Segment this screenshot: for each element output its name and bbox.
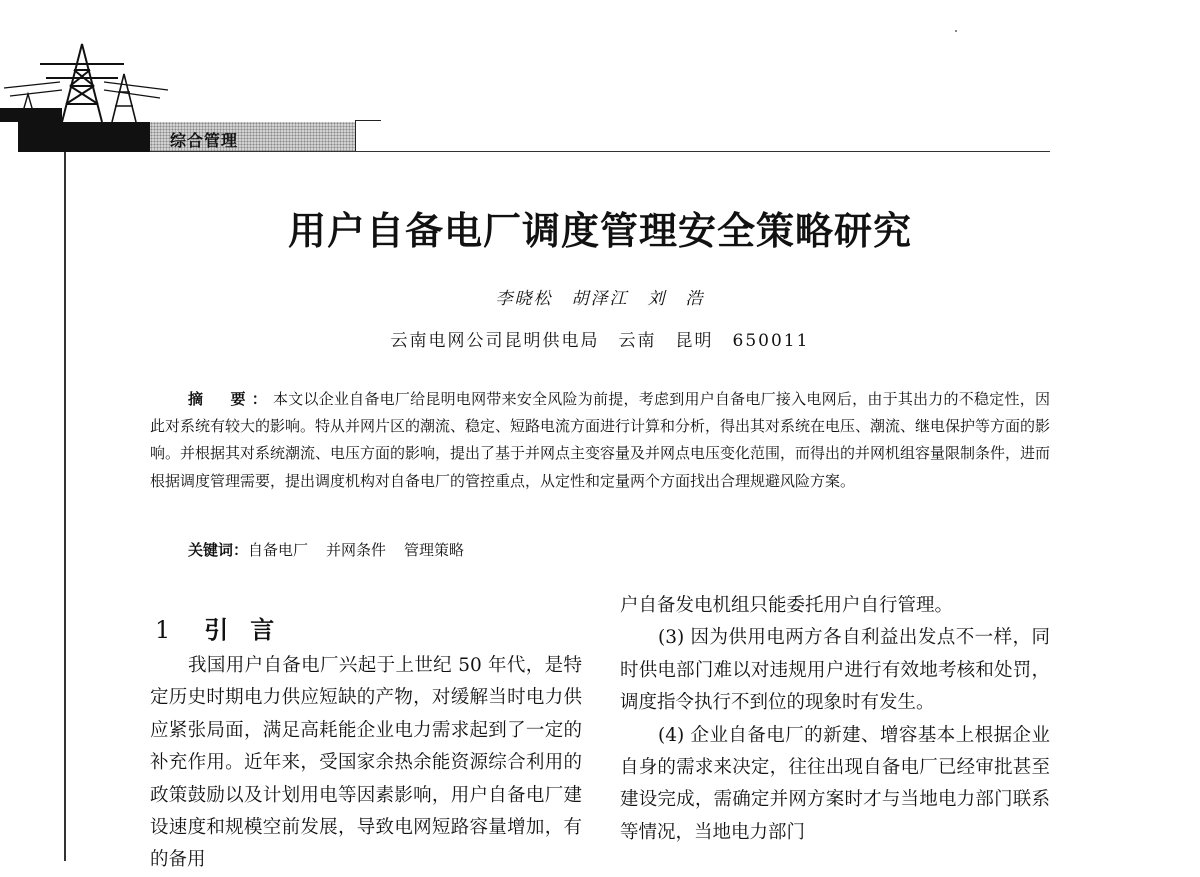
scan-speck: [955, 30, 957, 32]
article-affiliation: 云南电网公司昆明供电局 云南 昆明 650011: [390, 331, 810, 351]
keywords: [188, 539, 482, 560]
section-tag: [150, 122, 355, 152]
section-tag-label: 综合管理: [170, 131, 239, 150]
keywords-label: 关键词：: [188, 541, 249, 559]
abstract-label: 摘 要：: [188, 390, 273, 408]
header-black-bar: [18, 122, 150, 152]
abstract: [150, 386, 1050, 495]
left-margin-line: [64, 152, 66, 861]
section-heading: [155, 610, 296, 645]
paragraph: 我国用户自备电厂兴起于上世纪 50 年代，是特定历史时期电力供应短缺的产物，对缓解当时电力供应紧张局面，满足高耗能企业电力需求起到了一定的补充作用。近年来，受国家余热余能资源综合利用的政策鼓励以及计划用电等因素影响，用户自备电厂建设速度和规模空前发展，导致电网短路容量增加，有的备用: [150, 655, 582, 871]
section-title: 引言: [204, 616, 297, 644]
left-column: [150, 650, 582, 877]
paragraph: 户自备发电机组只能委托用户自行管理。: [620, 595, 954, 616]
keyword: 管理策略: [404, 541, 465, 559]
paragraph: (3) 因为供用电两方各自利益出发点不一样，同时供电部门难以对违规用户进行有效地考核和处罚，调度指令执行不到位的现象时有发生。: [620, 627, 1050, 714]
section-number: 1: [155, 616, 171, 644]
power-tower-logo: [0, 40, 170, 122]
keyword: 并网条件: [326, 541, 387, 559]
right-column: [620, 590, 1050, 849]
header-rule: [355, 151, 1050, 152]
abstract-text: 本文以企业自备电厂给昆明电网带来安全风险为前提，考虑到用户自备电厂接入电网后，由于其出力的不稳定性，因此对系统有较大的影响。特从并网片区的潮流、稳定、短路电流方面进行计算和分析，得出其对系统在电压、潮流、继电保护等方面的影响。并根据其对系统潮流、电压方面的影响，提出了基于并网点主变容量及并网点电压变化范围，而得出的并网机组容量限制条件，进而根据调度管理需要，提出调度机构对自备电厂的管控重点，从定性和定量两个方面找出合理规避风险方案。: [150, 390, 1051, 490]
paragraph: (4) 企业自备电厂的新建、增容基本上根据企业自身的需求来决定，往往出现自备电厂已经审批甚至建设完成，需确定并网方案时才与当地电力部门联系等情况，当地电力部门: [620, 724, 1050, 843]
article-authors: 李晓松 胡泽江 刘 浩: [495, 289, 705, 309]
header-bracket: [355, 120, 381, 152]
keyword: 自备电厂: [248, 541, 309, 559]
article-title: 用户自备电厂调度管理安全策略研究: [287, 208, 912, 253]
